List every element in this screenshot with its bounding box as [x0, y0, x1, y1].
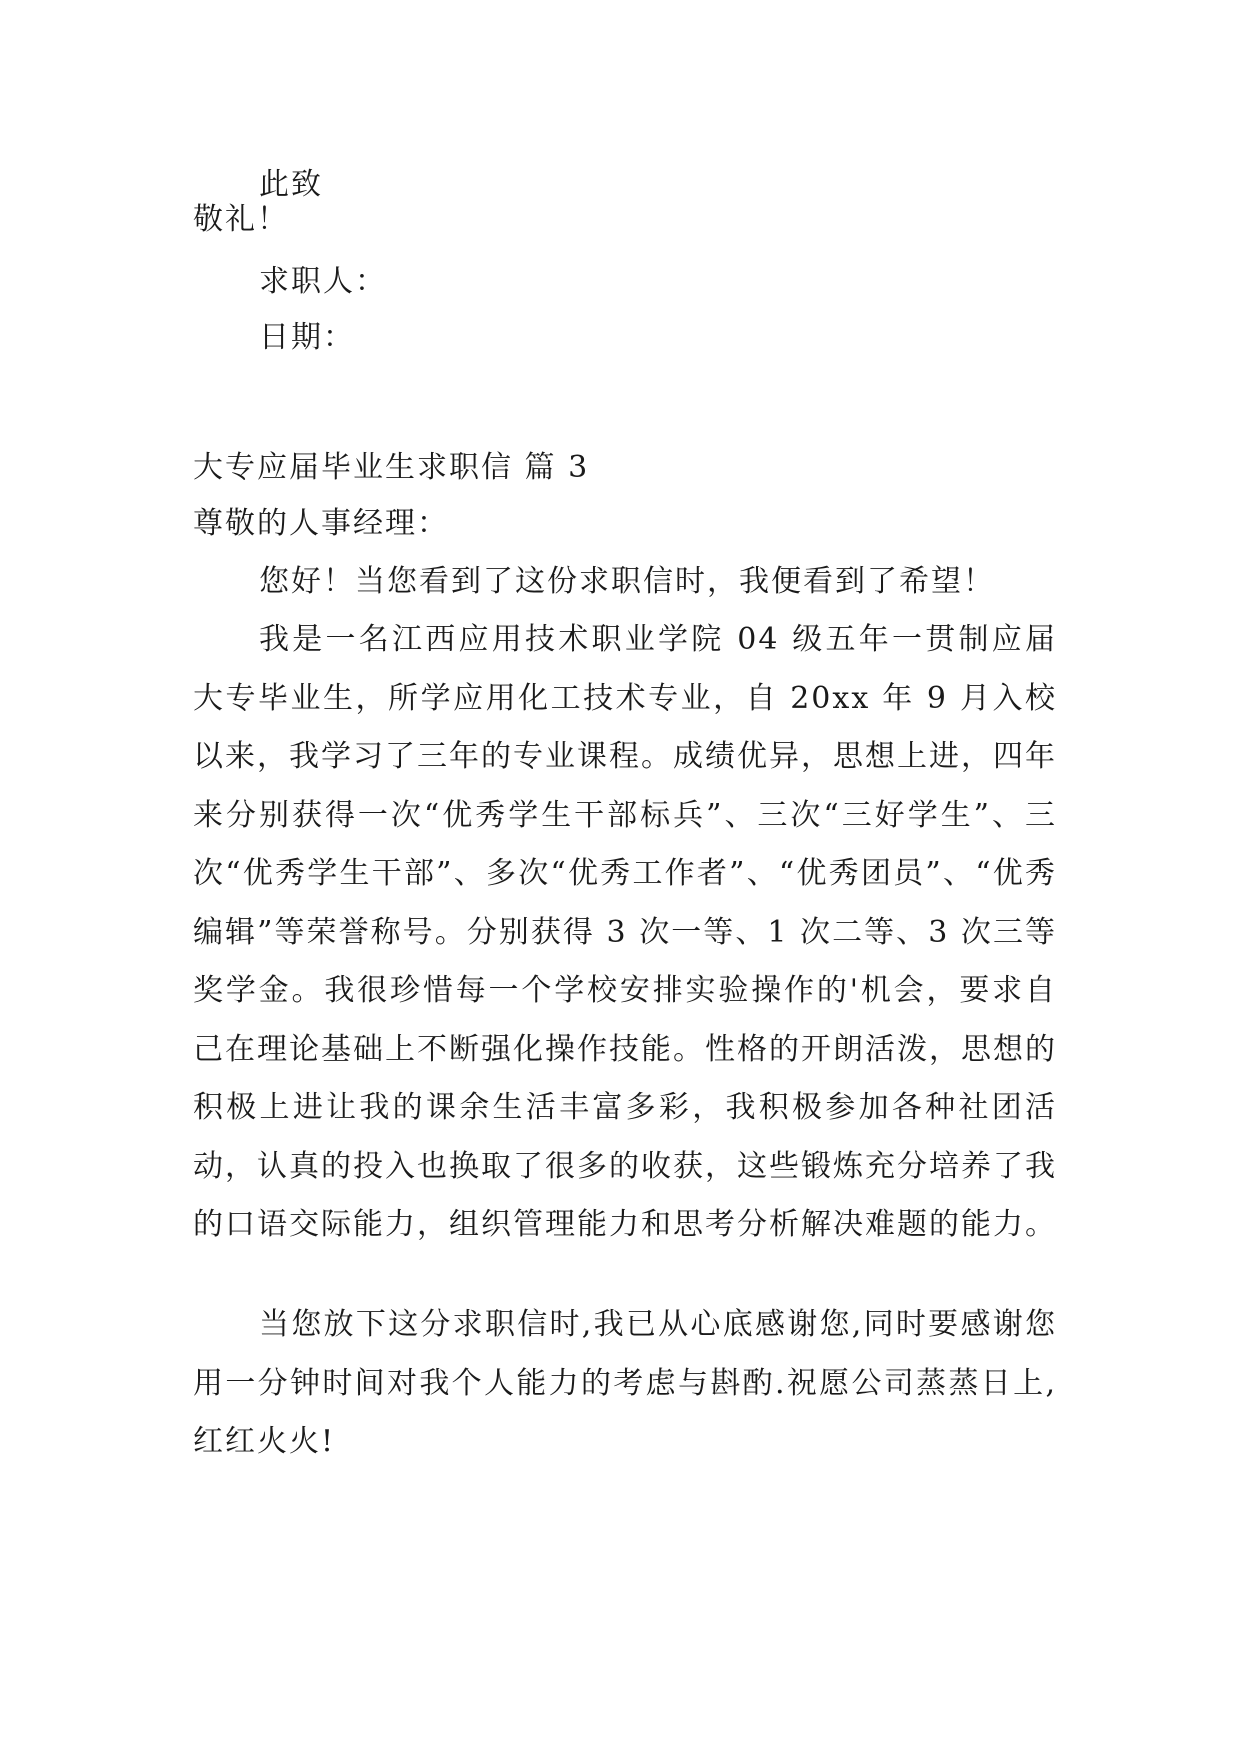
closing-salutation-1: 此致	[259, 167, 323, 202]
section-title: 大专应届毕业生求职信 篇 3	[193, 450, 590, 485]
letter-greeting: 尊敬的人事经理：	[193, 506, 449, 541]
date-label: 日期：	[259, 320, 355, 355]
letter-body-paragraph-1: 我是一名江西应用技术职业学院 04 级五年一贯制应届大专毕业生，所学应用化工技术专业，自 20xx 年 9 月入校以来，我学习了三年的专业课程。成绩优异，思想上进，四年来分别获得一次“优秀学生干部标兵”、三次“三好学生”、三次“优秀学生干部”、多次“优秀工作者”、“优秀团员”、“优秀编辑”等荣誉称号。分别获得 3 次一等、1 次二等、3 次三等奖学金。我很珍惜每一个学校安排实验操作的'机会，要求自己在理论基础上不断强化操作技能。性格的开朗活泼，思想的积极上进让我的课余生活丰富多彩，我积极参加各种社团活动，认真的投入也换取了很多的收获，这些锻炼充分培养了我的口语交际能力，组织管理能力和思考分析解决难题的能力。	[193, 622, 1057, 1242]
letter-opening: 您好！当您看到了这份求职信时，我便看到了希望！	[259, 564, 995, 599]
applicant-label: 求职人：	[259, 264, 387, 299]
closing-salutation-2: 敬礼！	[193, 202, 289, 237]
letter-body-paragraph-2: 当您放下这分求职信时,我已从心底感谢您,同时要感谢您用一分钟时间对我个人能力的考虑与斟酌.祝愿公司蒸蒸日上,红红火火!	[193, 1307, 1057, 1459]
